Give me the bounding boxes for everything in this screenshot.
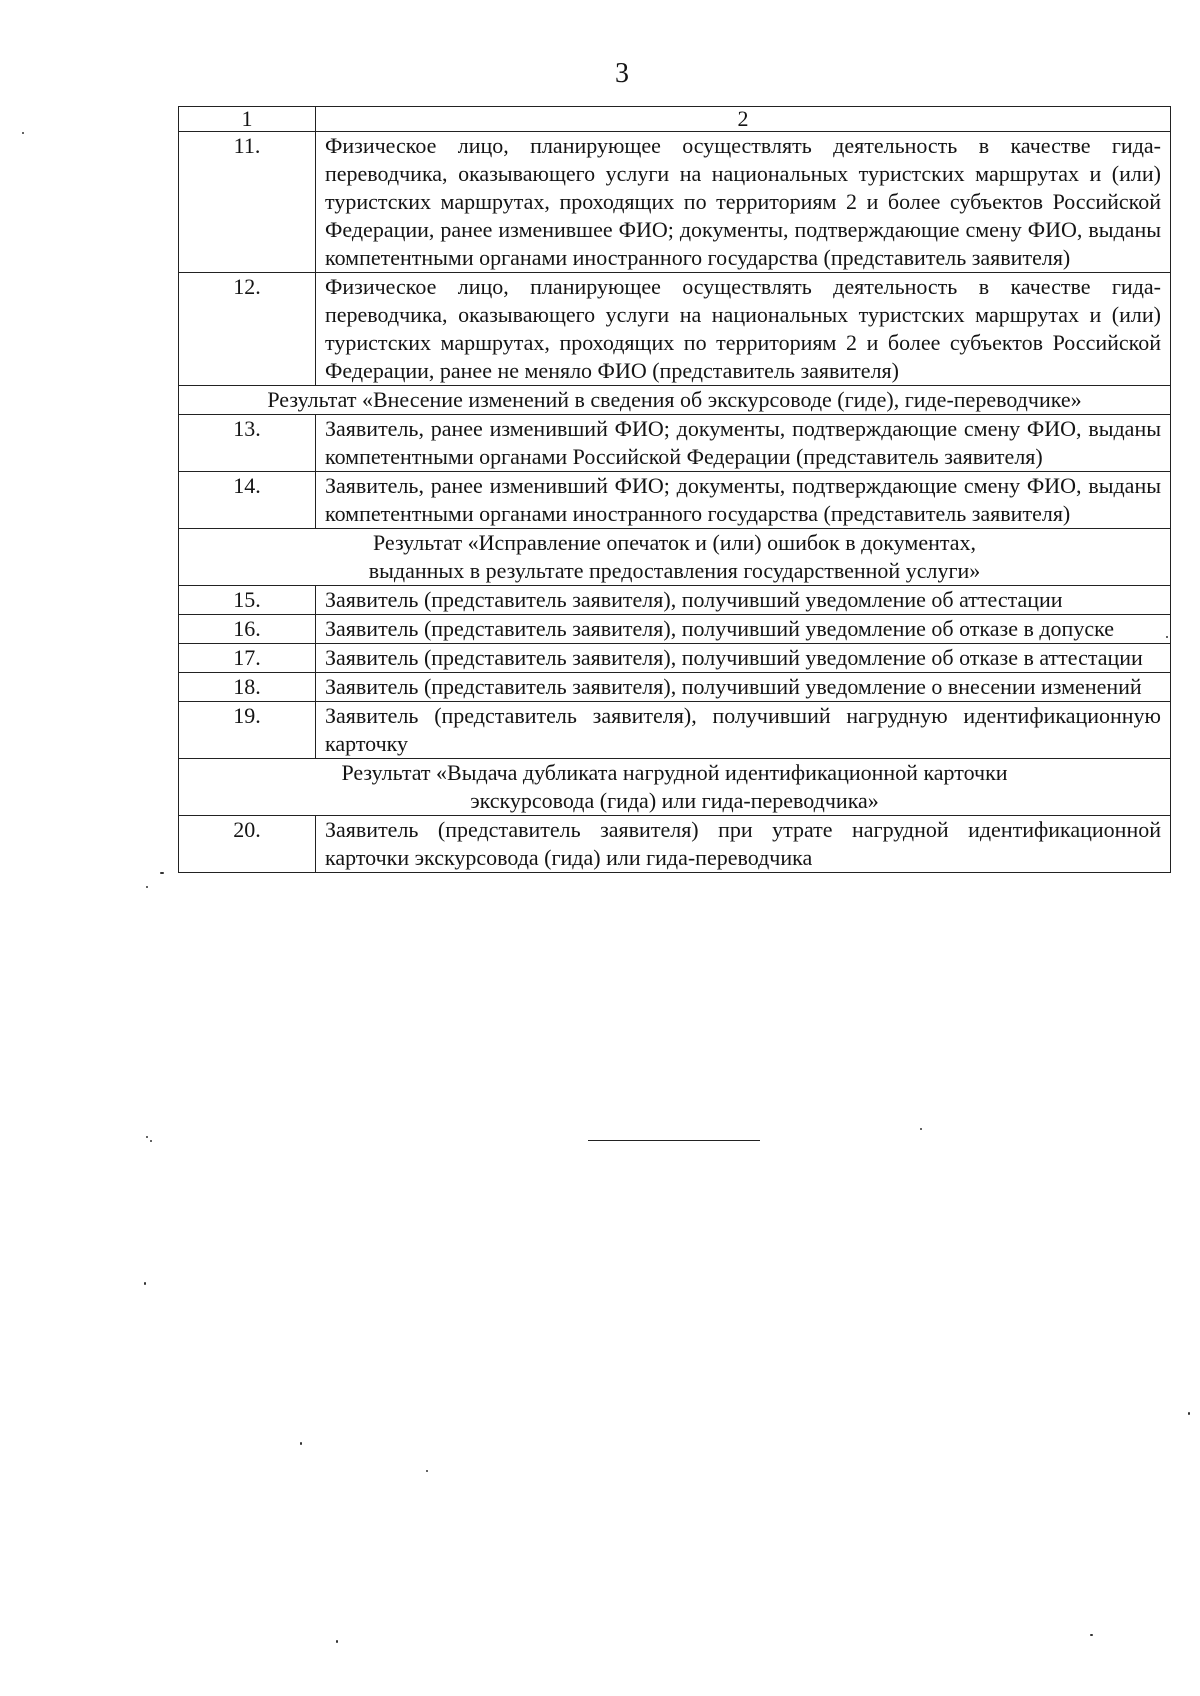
page-number: 3 (615, 58, 629, 89)
table-row (179, 615, 1171, 644)
section-title (179, 759, 1171, 816)
scan-speck (1090, 1634, 1093, 1636)
scan-speck (160, 872, 164, 874)
table-row (179, 273, 1171, 386)
row-text: Заявитель (представитель заявителя), получивший уведомление об отказе в допуске (316, 615, 1171, 644)
section-title-line: Результат «Выдача дубликата нагрудной идентификационной карточки (341, 760, 1008, 785)
section-row (179, 759, 1171, 816)
table-row (179, 702, 1171, 759)
row-number: 16. (179, 615, 316, 644)
row-text: Заявитель, ранее изменивший ФИО; документы, подтверждающие смену ФИО, выданы компетентными органами иностранного государства (представитель заявителя) (316, 472, 1171, 529)
table-row (179, 472, 1171, 529)
row-number: 19. (179, 702, 316, 759)
table-row (179, 415, 1171, 472)
header-col-1: 1 (179, 107, 316, 132)
section-title-line: Результат «Исправление опечаток и (или) ошибок в документах, (372, 530, 977, 555)
row-number: 18. (179, 673, 316, 702)
section-title-line: Результат «Внесение изменений в сведения об экскурсоводе (гиде), гиде-переводчике» (267, 387, 1082, 412)
scan-speck (300, 1442, 302, 1445)
section-title-line: выданных в результате предоставления государственной услуги» (368, 558, 981, 583)
section-title (179, 529, 1171, 586)
scan-speck (146, 886, 148, 888)
table-row (179, 132, 1171, 273)
services-table (178, 106, 1171, 873)
row-text: Заявитель (представитель заявителя), получивший уведомление об отказе в аттестации (316, 644, 1171, 673)
row-number: 17. (179, 644, 316, 673)
table-row (179, 673, 1171, 702)
scan-speck (150, 1140, 152, 1142)
section-title-line: экскурсовода (гида) или гида-переводчика» (470, 788, 879, 813)
table-header-row (179, 107, 1171, 132)
row-text: Заявитель (представитель заявителя), получивший уведомление об аттестации (316, 586, 1171, 615)
row-number: 15. (179, 586, 316, 615)
row-number: 13. (179, 415, 316, 472)
row-text: Заявитель, ранее изменивший ФИО; документы, подтверждающие смену ФИО, выданы компетентными органами Российской Федерации (представитель заявителя) (316, 415, 1171, 472)
row-text: Заявитель (представитель заявителя), получивший нагрудную идентификационную карточку (316, 702, 1171, 759)
row-number: 11. (179, 132, 316, 273)
scan-speck (22, 132, 24, 134)
scan-speck (336, 1640, 338, 1643)
header-col-2: 2 (316, 107, 1171, 132)
scan-speck (1188, 1412, 1190, 1415)
table-row (179, 644, 1171, 673)
scan-speck (146, 1136, 148, 1138)
end-divider (588, 1140, 760, 1141)
section-row (179, 529, 1171, 586)
scan-speck (1166, 636, 1168, 638)
scan-speck (144, 1282, 146, 1285)
row-text: Заявитель (представитель заявителя), получивший уведомление о внесении изменений (316, 673, 1171, 702)
row-text: Физическое лицо, планирующее осуществлять деятельность в качестве гида-переводчика, оказывающего услуги на национальных туристских маршрутах и (или) туристских маршрутах, проходящих по территориям 2 и более субъектов Российской Федерации, ранее не меняло ФИО (представитель заявителя) (316, 273, 1171, 386)
row-text: Заявитель (представитель заявителя) при утрате нагрудной идентификационной карточки экскурсовода (гида) или гида-переводчика (316, 816, 1171, 873)
section-row (179, 386, 1171, 415)
scan-speck (920, 1128, 922, 1130)
scan-speck (426, 1470, 428, 1472)
row-number: 12. (179, 273, 316, 386)
row-number: 20. (179, 816, 316, 873)
row-text: Физическое лицо, планирующее осуществлять деятельность в качестве гида-переводчика, оказывающего услуги на национальных туристских маршрутах и (или) туристских маршрутах, проходящих по территориям 2 и более субъектов Российской Федерации, ранее изменившее ФИО; документы, подтверждающие смену ФИО, выданы компетентными органами иностранного государства (представитель заявителя) (316, 132, 1171, 273)
row-number: 14. (179, 472, 316, 529)
table-row (179, 816, 1171, 873)
table-row (179, 586, 1171, 615)
section-title (179, 386, 1171, 415)
